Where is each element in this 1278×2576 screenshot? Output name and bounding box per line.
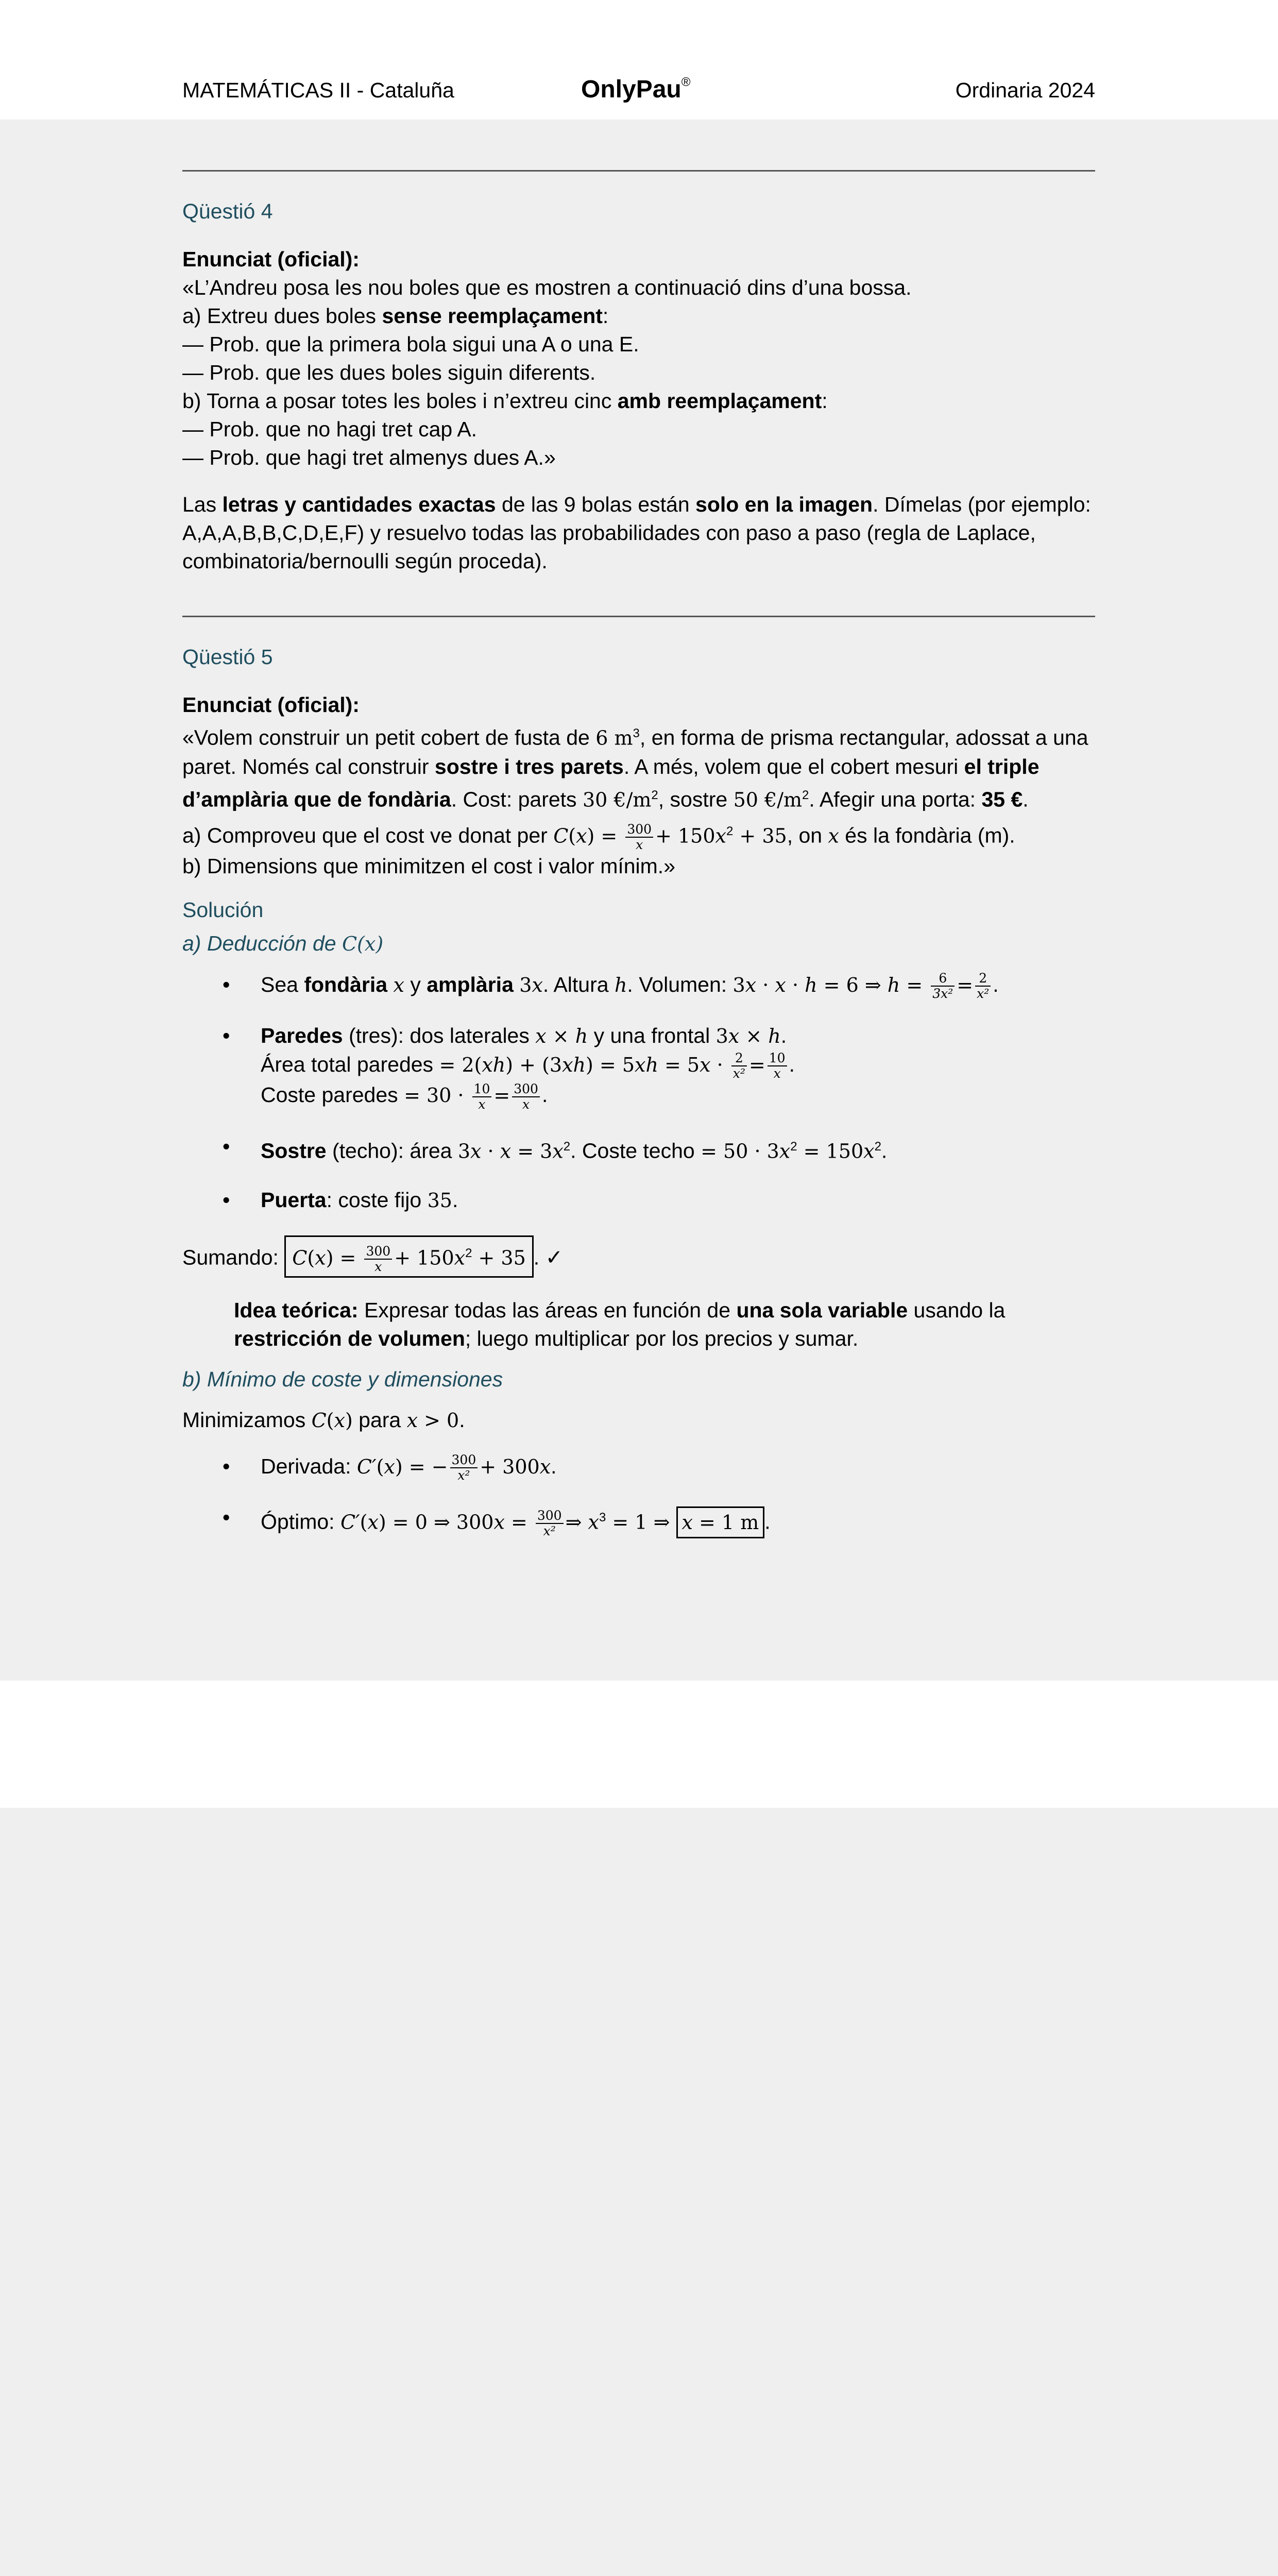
solution-heading: Solución	[182, 898, 264, 922]
enunciat-label: Enunciat (oficial):	[182, 693, 360, 717]
page-content	[182, 170, 1095, 1559]
q5-part-b: b) Dimensions que minimitzen el cost i valor mínim.»	[182, 854, 675, 878]
question-5-title: Qüestió 5	[182, 645, 273, 669]
q4-statement	[182, 245, 1095, 472]
q4-line: — Prob. que hagi tret almenys dues A.»	[182, 446, 556, 469]
checkmark-icon: ✓	[545, 1245, 563, 1269]
q4-line: «L’Andreu posa les nou boles que es mostren a continuació dins d’una bossa.	[182, 276, 912, 299]
q4-line: a) Extreu dues boles sense reemplaçament:	[182, 304, 609, 328]
q4-note: Las letras y cantidades exactas de las 9 bolas están solo en la imagen. Dímelas (por ejemplo: A,A,A,B,B,C,D,E,F) y resuelvo todas las probabilidades con paso a paso (regla de Laplace, combinatoria/bernoulli según proceda).	[182, 493, 1091, 573]
sum-result: Sumando: C(x) = $\frac{300}{x}$ + $150x^2 + 35$ . ✓	[182, 1235, 1095, 1278]
page-header	[0, 0, 1278, 120]
subheading-a: a) Deducción de C(x)	[182, 931, 384, 956]
list-item: • Sostre (techo): área $3x \cdot x = 3x^2$. Coste techo = $50 \cdot 3x^2 = 150x^2$.	[182, 1132, 1095, 1166]
list-item: • Sea fondària x y amplària 3x. Altura h. Volumen: 3x · x · h = 6 ⇒ h = $\frac{6}{\text{3x²}}$ = $\frac{2}{\text{x²}}$ .	[182, 971, 1095, 1001]
list-item: • Puerta: coste fijo 35.	[182, 1186, 1095, 1215]
q4-line: — Prob. que les dues boles siguin diferents.	[182, 361, 596, 384]
q5-part-a: a) Comproveu que el cost ve donat per C(x) = $\frac{300}{x}$ + $150x^2 + 35$, on x és la fondària (m).	[182, 822, 1015, 853]
minimization-list	[182, 1452, 1095, 1538]
boxed-formula: C(x) = $\frac{300}{x}$ + $150x^2 + 35$	[284, 1235, 534, 1278]
theory-note: Idea teórica: Expresar todas las áreas en función de una sola variable usando la restricción de volumen; luego multiplicar por los precios y sumar.	[234, 1298, 1006, 1351]
q5-paragraph: «Volem construir un petit cobert de fusta de 6 $m^3$, en forma de prisma rectangular, adossat a una paret. Només cal construir sostre i tres parets. A més, volem que el cobert mesuri el triple d’amplària que de fondària. Cost: parets 30 $€/m^2$, sostre 50 $€/m^2$. Afegir una porta: 35 €.	[182, 725, 1088, 811]
subheading-b: b) Mínimo de coste y dimensiones	[182, 1367, 503, 1392]
question-4-title: Qüestió 4	[182, 199, 273, 223]
list-item: • Paredes (tres): dos laterales x × h y una frontal 3x × h. Área total paredes = 2(xh) + (3xh) = 5xh = 5x · $\frac{2}{\text{x²}}$ = $\frac{10}{x}$ . Coste paredes = 30 · $\frac{10}{x}$ = $\frac{300}{x}$ .	[182, 1022, 1095, 1111]
boxed-result: x = 1 m	[676, 1506, 765, 1538]
page-footer	[0, 1681, 1278, 1808]
list-item: • Óptimo: C′(x) = 0 ⇒ 300x = $\frac{300}{\text{x²}}$ ⇒ $x^3 = 1$ ⇒ x = 1 m .	[182, 1503, 1095, 1538]
enunciat-label: Enunciat (oficial):	[182, 247, 360, 271]
minimize-line: Minimizamos C(x) para x > 0.	[182, 1408, 465, 1432]
divider	[182, 170, 1095, 172]
q5-statement	[182, 691, 1095, 880]
brand-name: OnlyPau	[581, 76, 681, 103]
header-brand	[581, 75, 690, 104]
deduction-list	[182, 971, 1095, 1215]
brand-registered-mark: ®	[681, 75, 691, 89]
header-exam: Ordinaria 2024	[955, 78, 1095, 102]
list-item: • Derivada: C′(x) = − $\frac{300}{\text{x²}}$ + 300x.	[182, 1452, 1095, 1483]
q4-line: — Prob. que la primera bola sigui una A o una E.	[182, 332, 639, 356]
q4-line: b) Torna a posar totes les boles i n’extreu cinc amb reemplaçament:	[182, 389, 828, 413]
divider	[182, 616, 1095, 617]
q4-line: — Prob. que no hagi tret cap A.	[182, 417, 478, 441]
header-subject: MATEMÁTICAS II - Cataluña	[182, 78, 454, 102]
